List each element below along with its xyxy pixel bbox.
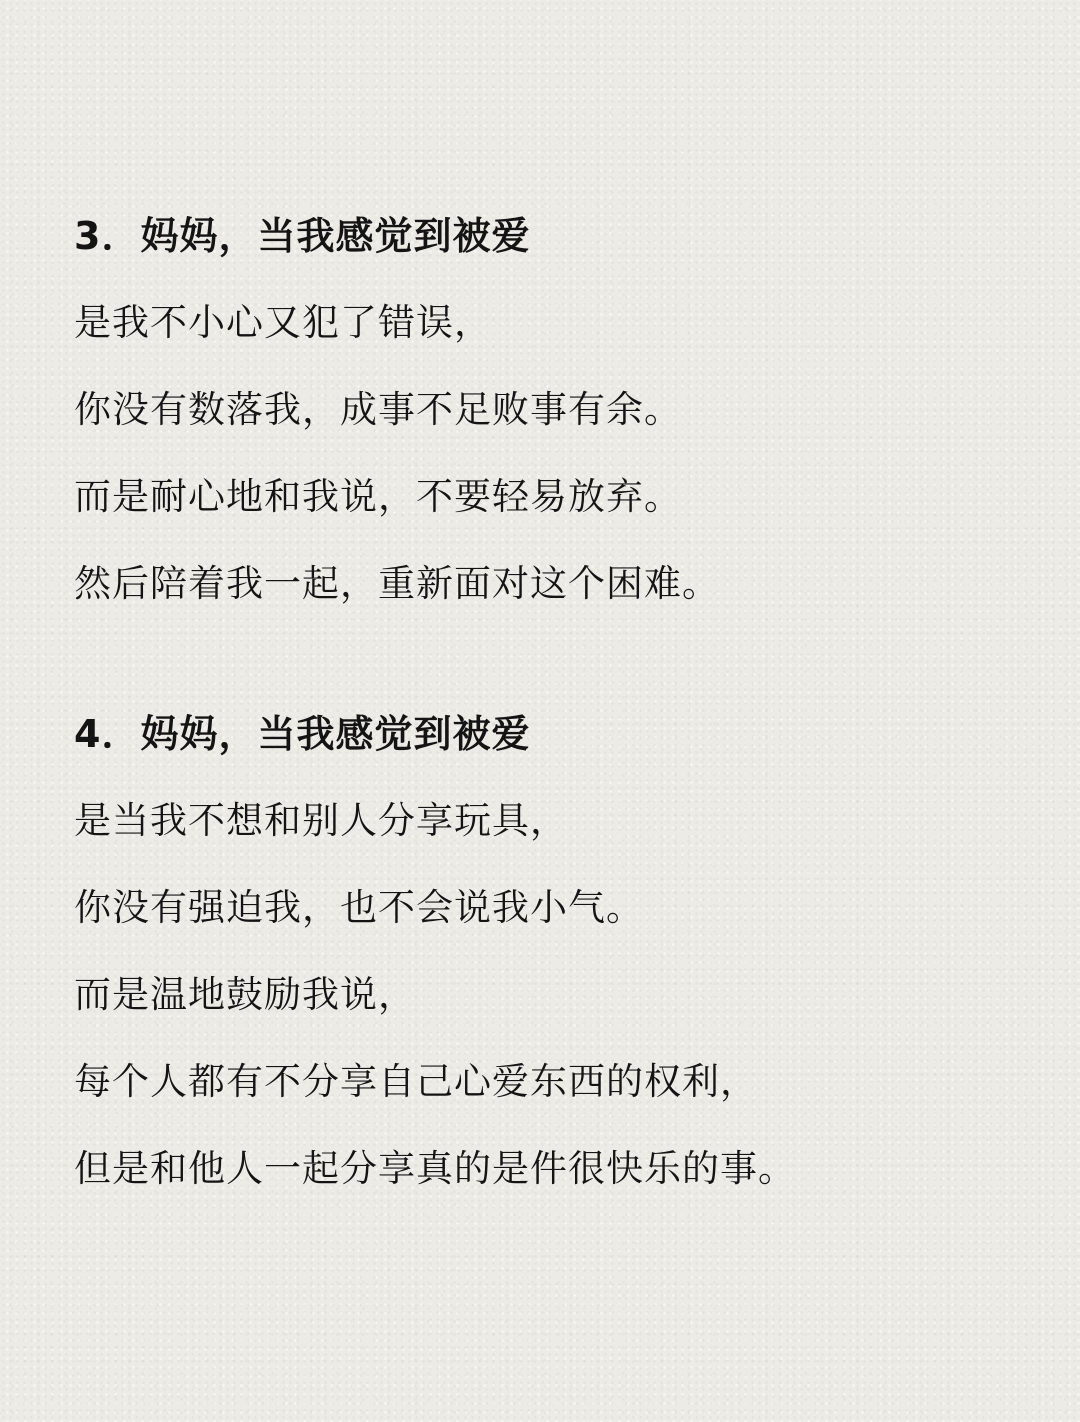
text-line: 而是耐心地和我说，不要轻易放弃。: [74, 475, 682, 518]
text-line: 是当我不想和别人分享玩具，: [74, 799, 568, 842]
text-line: 你没有强迫我，也不会说我小气。: [74, 886, 644, 929]
section-3: [74, 206, 1034, 641]
text-line: 然后陪着我一起，重新面对这个困难。: [74, 562, 720, 605]
section-heading: 4．妈妈，当我感觉到被爱: [74, 712, 531, 756]
text-line: 而是温地鼓励我说，: [74, 973, 416, 1016]
text-line: 是我不小心又犯了错误，: [74, 301, 492, 344]
text-line: 每个人都有不分享自己心爱东西的权利，: [74, 1060, 758, 1103]
section-4: [74, 704, 1034, 1226]
text-line: 但是和他人一起分享真的是件很快乐的事。: [74, 1147, 796, 1190]
section-heading: 3．妈妈，当我感觉到被爱: [74, 214, 531, 258]
text-line: 你没有数落我，成事不足败事有余。: [74, 388, 682, 431]
